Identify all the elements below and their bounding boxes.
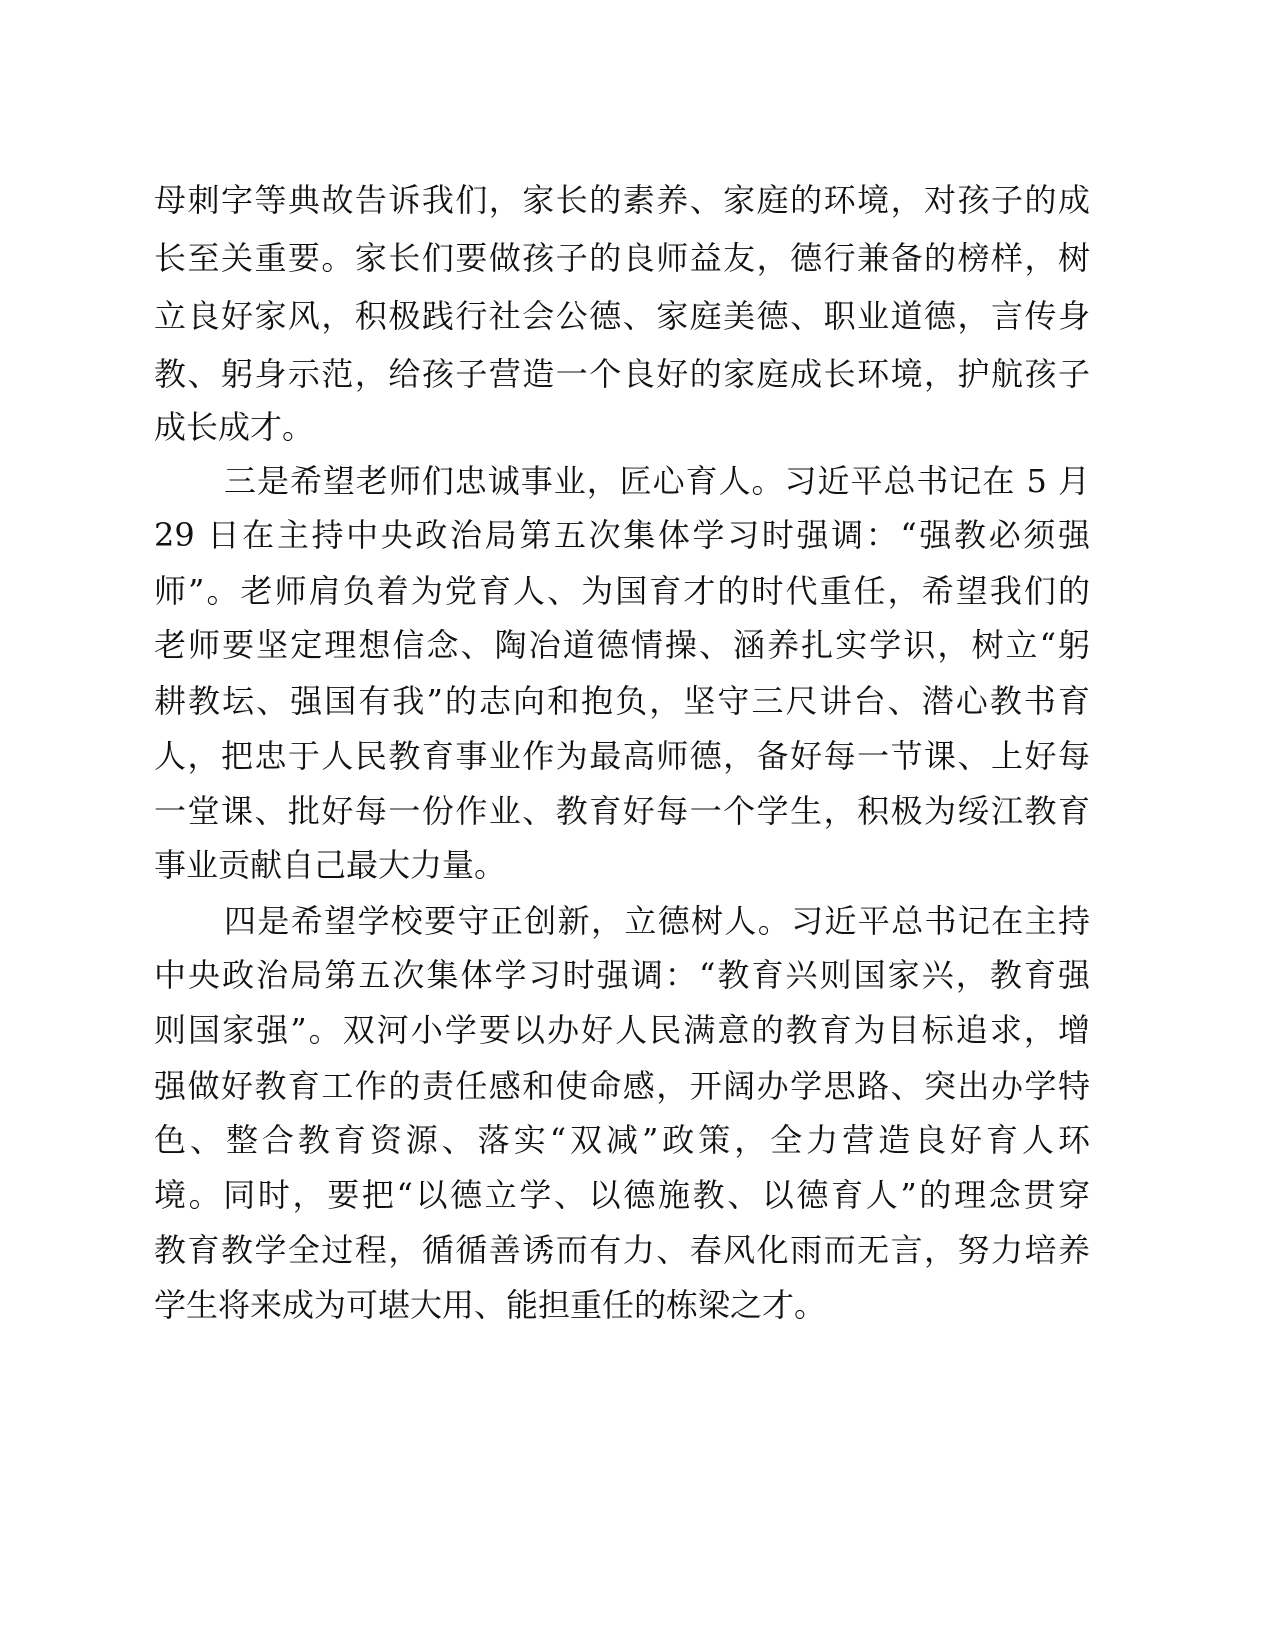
text-line: 境。同时，要把“以德立学、以德施教、以德育人”的理念贯穿 — [154, 1176, 1090, 1214]
text-line: 师”。老师肩负着为党育人、为国育才的时代重任，希望我们的 — [154, 572, 1090, 610]
text-line: 人，把忠于人民教育事业作为最高师德，备好每一节课、上好每 — [154, 737, 1090, 775]
text-line: 成长成才。 — [154, 408, 315, 446]
text-line: 教育教学全过程，循循善诱而有力、春风化雨而无言，努力培养 — [154, 1231, 1090, 1269]
text-line: 学生将来成为可堪大用、能担重任的栋梁之才。 — [154, 1286, 827, 1324]
text-line: 中央政治局第五次集体学习时强调：“教育兴则国家兴，教育强 — [154, 956, 1090, 994]
paragraph-start-line: 四是希望学校要守正创新，立德树人。习近平总书记在主持 — [224, 902, 1090, 940]
paragraph-start-line: 三是希望老师们忠诚事业，匠心育人。习近平总书记在 5 月 — [224, 462, 1090, 500]
text-line: 一堂课、批好每一份作业、教育好每一个学生，积极为绥江教育 — [154, 792, 1090, 830]
text-line: 耕教坛、强国有我”的志向和抱负，坚守三尺讲台、潜心教书育 — [154, 682, 1090, 720]
text-line: 强做好教育工作的责任感和使命感，开阔办学思路、突出办学特 — [154, 1067, 1090, 1105]
text-line: 色、整合教育资源、落实“双减”政策，全力营造良好育人环 — [154, 1121, 1090, 1159]
text-line: 老师要坚定理想信念、陶冶道德情操、涵养扎实学识，树立“躬 — [154, 626, 1090, 664]
text-line: 母刺字等典故告诉我们，家长的素养、家庭的环境，对孩子的成 — [154, 181, 1090, 219]
text-line: 事业贡献自己最大力量。 — [154, 846, 507, 884]
text-line: 则国家强”。双河小学要以办好人民满意的教育为目标追求，增 — [154, 1011, 1090, 1049]
text-line: 教、躬身示范，给孩子营造一个良好的家庭成长环境，护航孩子 — [154, 355, 1090, 393]
text-line: 立良好家风，积极践行社会公德、家庭美德、职业道德，言传身 — [154, 297, 1090, 335]
text-line: 29 日在主持中央政治局第五次集体学习时强调：“强教必须强 — [154, 516, 1090, 554]
text-line: 长至关重要。家长们要做孩子的良师益友，德行兼备的榜样，树 — [154, 239, 1090, 277]
